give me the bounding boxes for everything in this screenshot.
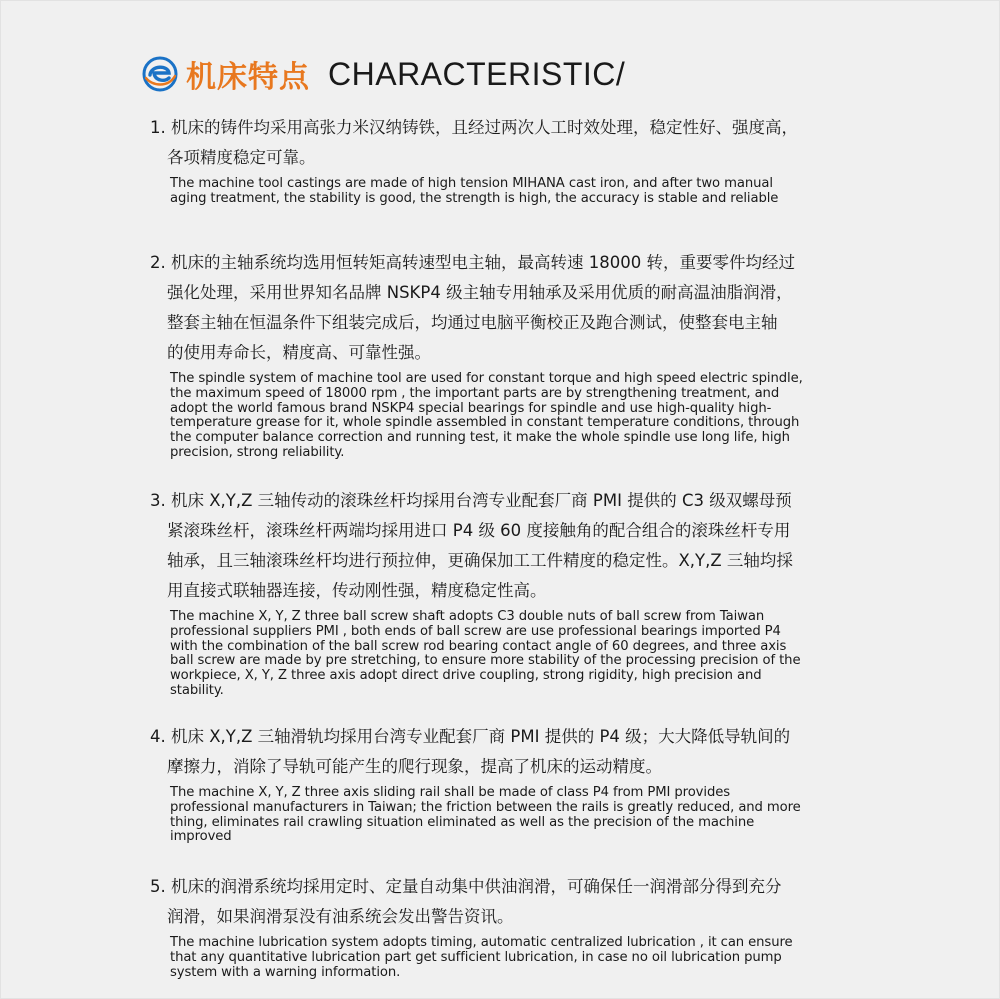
characteristic-item-4: [150, 722, 830, 845]
item-english-text: The spindle system of machine tool are used for constant torque and high speed electric spindle, the maximum speed of 18000 rpm , the important parts are by strengthening treatment, and adopt the world famous brand NSKP4 special bearings for spindle and use high-quality high-temperature grease for it, whole spindle assembled in constant temperature conditions, through the computer balance correction and running test, it make the whole spindle use long life, high precision, strong reliability.: [170, 371, 803, 460]
item-chinese-line: 紧滚珠丝杆，滚珠丝杆两端均採用进口 P4 级 60 度接触角的配合组合的滚珠丝杆专用: [167, 521, 791, 540]
characteristic-item-2: [150, 248, 830, 461]
item-chinese-line: 润滑，如果润滑泵没有油系统会发出警告资讯。: [167, 907, 514, 926]
item-chinese-line: 的使用寿命长，精度高、可靠性强。: [167, 343, 431, 362]
item-chinese-line: 用直接式联轴器连接，传动刚性强，精度稳定性高。: [167, 581, 547, 600]
item-chinese-line: 5. 机床的润滑系统均採用定时、定量自动集中供油润滑，可确保任一润滑部分得到充分: [150, 877, 782, 896]
item-chinese-line: 4. 机床 X,Y,Z 三轴滑轨均採用台湾专业配套厂商 PMI 提供的 P4 级；大大降低导轨间的: [150, 727, 791, 746]
title-english: CHARACTERISTIC/: [328, 55, 626, 92]
header: [142, 52, 625, 96]
item-english-text: The machine X, Y, Z three ball screw shaft adopts C3 double nuts of ball screw from Taiwan professional suppliers PMI , both ends of ball screw are use professional bearings imported P4 with the combination of the ball screw rod bearing contact angle of 60 degrees, and three axis ball screw are made by pre stretching, to ensure more stability of the processing precision of the workpiece, X, Y, Z three axis adopt direct drive coupling, strong rigidity, high precision and stability.: [170, 609, 801, 698]
characteristic-item-5: [150, 872, 830, 980]
characteristic-item-3: [150, 486, 830, 699]
characteristic-item-1: [150, 113, 830, 207]
title-chinese: 机床特点: [186, 60, 310, 95]
item-chinese-line: 轴承，且三轴滚珠丝杆均进行预拉伸，更确保加工工件精度的稳定性。X,Y,Z 三轴均採: [167, 551, 793, 570]
item-chinese-line: 1. 机床的铸件均采用高张力米汉纳铸铁，且经过两次人工时效处理，稳定性好、强度高，: [150, 118, 798, 137]
item-english-text: The machine lubrication system adopts timing, automatic centralized lubrication , it can ensure that any quantitative lubrication part get sufficient lubrication, in case no oil lubrication pump system with a warning information.: [170, 935, 793, 980]
item-chinese-line: 整套主轴在恒温条件下组装完成后，均通过电脑平衡校正及跑合测试，使整套电主轴: [167, 313, 778, 332]
item-chinese-line: 强化处理，采用世界知名品牌 NSKP4 级主轴专用轴承及采用优质的耐高温油脂润滑，: [167, 283, 793, 302]
item-chinese-line: 各项精度稳定可靠。: [167, 148, 316, 167]
item-chinese-line: 摩擦力，消除了导轨可能产生的爬行现象，提高了机床的运动精度。: [167, 757, 662, 776]
item-english-text: The machine tool castings are made of high tension MIHANA cast iron, and after two manual aging treatment, the stability is good, the strength is high, the accuracy is stable and reliable: [170, 176, 779, 206]
e-logo-icon: [142, 56, 178, 92]
item-chinese-line: 3. 机床 X,Y,Z 三轴传动的滚珠丝杆均採用台湾专业配套厂商 PMI 提供的 C3 级双螺母预: [150, 491, 792, 510]
item-english-text: The machine X, Y, Z three axis sliding rail shall be made of class P4 from PMI provides professional manufacturers in Taiwan; the friction between the rails is greatly reduced, and more thing, eliminates rail crawling situation eliminated as well as the precision of the machine improved: [170, 785, 801, 845]
item-chinese-line: 2. 机床的主轴系统均选用恒转矩高转速型电主轴，最高转速 18000 转，重要零件均经过: [150, 253, 795, 272]
